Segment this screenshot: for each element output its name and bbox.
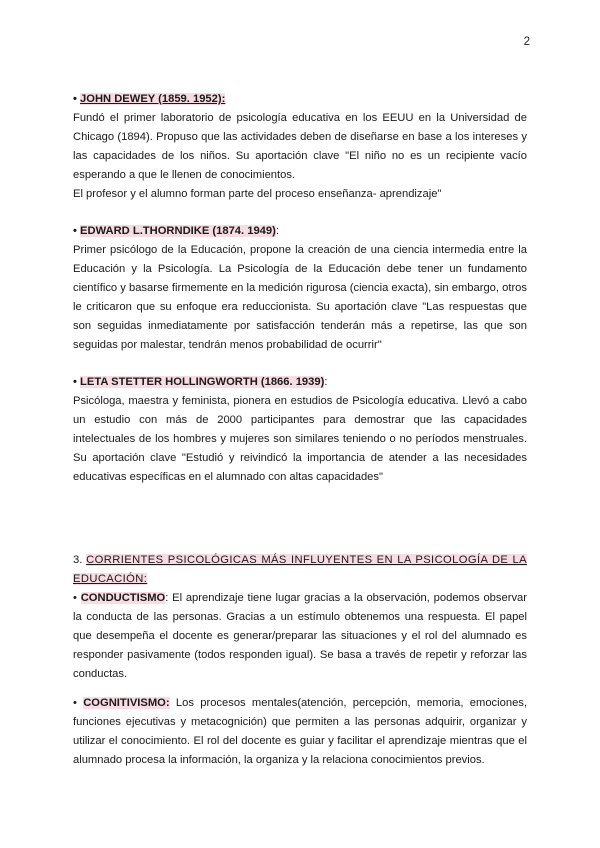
spacer <box>73 684 527 694</box>
author-name: LETA STETTER HOLLINGWORTH (1866. 1939) <box>80 376 325 388</box>
author-dewey <box>73 90 527 204</box>
author-name-suffix: : <box>275 225 279 237</box>
spacer <box>73 505 527 551</box>
bullet: • <box>73 376 77 388</box>
page-number: 2 <box>523 36 530 48</box>
bullet: • <box>73 592 77 604</box>
author-hollingworth <box>73 373 527 487</box>
item-conductismo <box>73 589 527 684</box>
author-heading <box>73 222 527 241</box>
item-text: : El aprendizaje tiene lugar gracias a la observación, podemos observar la conducta de las personas. Gracias a un estímulo obtenemos una respuesta. El papel que desempeña el docente es generar/preparar las situaciones y el rol del alumnado es responder pasivamente (todos responden igual). Se basa a través de repetir y reforzar las conductas. <box>73 592 527 680</box>
item-term: COGNITIVISMO: <box>83 697 170 709</box>
section-title-text: CORRIENTES PSICOLÓGICAS MÁS INFLUYENTES EN LA PSICOLOGÍA DE LA EDUCACIÓN: <box>73 554 527 585</box>
section-title <box>73 551 527 589</box>
author-thorndike <box>73 222 527 355</box>
section-number: 3. <box>73 554 83 566</box>
author-text: Psicóloga, maestra y feminista, pionera en estudios de Psicología educativa. Llevó a cabo un estudio con más de 2000 participantes para demostrar que las capacidades intelectuales de los hombres y mujeres son similares teniendo o no períodos menstruales. Su aportación clave "Estudió y reivindicó la importancia de atender a las necesidades educativas específicas en el alumnado con altas capacidades" <box>73 395 527 483</box>
author-name: EDWARD L.THORNDIKE (1874. 1949) <box>80 225 276 237</box>
author-text: Fundó el primer laboratorio de psicología educativa en los EEUU en la Universidad de Chicago (1894). Propuso que las actividades deben de diseñarse en base a los intereses y las capacidades de los niños. Su aportación clave "El niño no es un recipiente vacío esperando a que le llenen de conocimientos. <box>73 112 527 181</box>
bullet: • <box>73 225 77 237</box>
author-text: Primer psicólogo de la Educación, propone la creación de una ciencia intermedia entre la Educación y la Psicología. La Psicología de la Educación debe tener un fundamento científico y basarse firmemente en la medición rigurosa (ciencia exacta), sin embargo, otros le criticaron que su enfoque era reduccionista. Su aportación clave "Las respuestas que son seguidas inmediatamente por satisfacción tenderán más a repetirse, las que son seguidas por malestar, tendrán menos probabilidad de ocurrir" <box>73 244 527 351</box>
item-cognitivismo <box>73 694 527 770</box>
item-text: Los procesos mentales(atención, percepción, memoria, emociones, funciones ejecutivas y metacognición) que permiten a las personas adquirir, organizar y utilizar el conocimiento. El rol del docente es guiar y facilitar el aprendizaje mientras que el alumnado procesa la información, la organiza y la relaciona conocimientos previos. <box>73 697 528 766</box>
section-3 <box>73 551 527 770</box>
author-text-2: El profesor y el alumno forman parte del proceso enseñanza- aprendizaje" <box>73 188 442 200</box>
author-heading <box>73 373 527 392</box>
item-term: CONDUCTISMO <box>80 592 166 604</box>
author-heading <box>73 90 527 109</box>
author-name: JOHN DEWEY (1859. 1952): <box>80 93 226 105</box>
document-body <box>73 90 527 788</box>
bullet: • <box>73 697 77 709</box>
bullet: • <box>73 93 77 105</box>
author-name-suffix: : <box>324 376 328 388</box>
